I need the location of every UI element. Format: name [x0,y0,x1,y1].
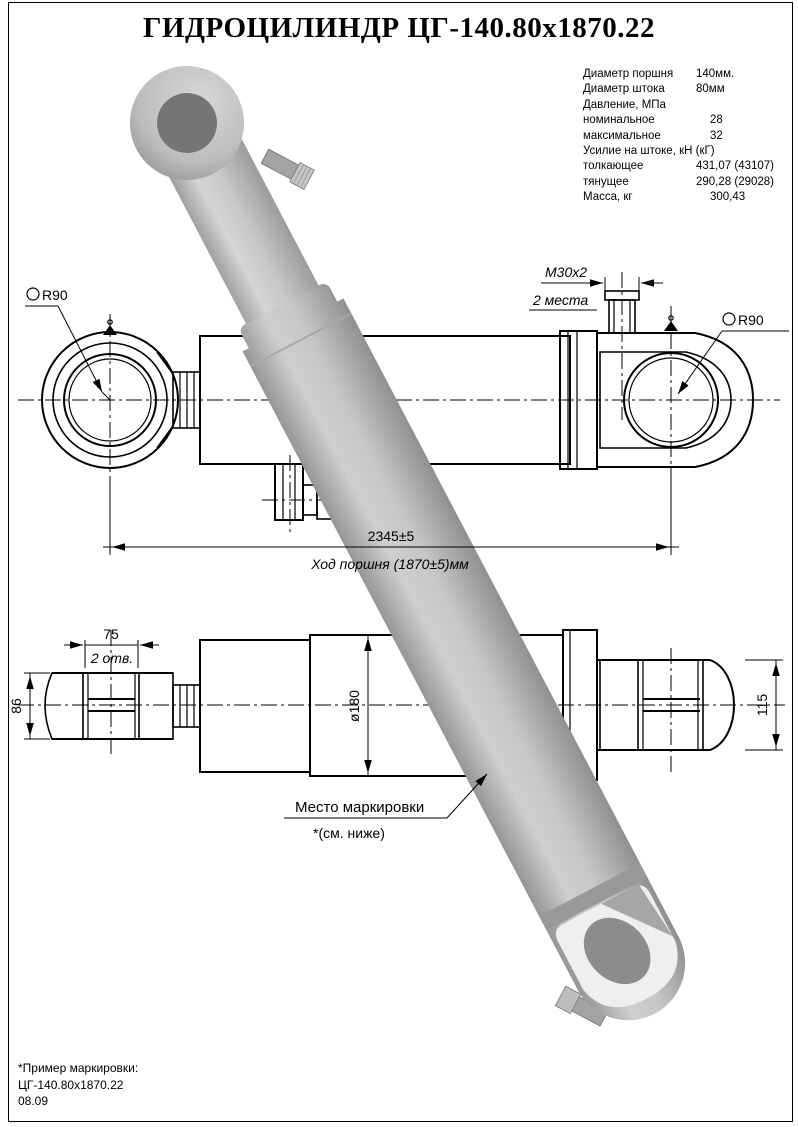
radius-circle-mark-icon [723,313,735,325]
side-view-rod-eye [42,314,178,490]
dim-radius-right [678,312,789,394]
dim-thread-places-label: 2 места [533,292,589,308]
marking-place-label: Место маркировки [295,799,425,816]
bottom-view-cap-eye [597,648,734,772]
spec-label: Усилие на штоке, кН (кГ) [583,145,715,158]
port-nipple-top [260,147,314,190]
spec-label: Масса, кг [583,191,633,204]
dim-piston-stroke-label: Ход поршня (1870±5)мм [311,556,469,572]
dim-slot-holes-label: 2 отв. [90,650,134,666]
spec-value: 300,43 [710,191,746,204]
dim-thread-label: М30х2 [545,264,588,280]
side-view-thread-port [605,272,639,420]
spec-label: тянущее [583,175,629,188]
dim-overall-length-label: 2345±5 [367,528,415,544]
marking-note-date: 08.09 [18,1094,49,1108]
radius-left-label: R90 [42,287,68,303]
marking-note-example: ЦГ-140.80х1870.22 [18,1077,124,1092]
marking-ref-label: *(см. ниже) [313,825,385,841]
marking-callout [284,774,487,841]
dim-barrel-diameter-label: ø180 [346,690,362,722]
dim-thread [529,264,663,310]
spec-label: Давление, МПа [583,98,666,111]
spec-value: 32 [710,129,723,142]
spec-label: номинальное [583,114,655,127]
dim-slot-width-label: 75 [103,626,119,642]
radius-circle-mark-icon [27,288,39,300]
spec-value: 80мм [696,83,725,96]
spec-value: 140мм. [696,68,735,80]
dim-rod-eye-width-label: 86 [8,698,24,714]
drawing-title: ГИДРОЦИЛИНДР ЦГ-140.80х1870.22 [143,12,655,44]
dim-slot-width [64,626,159,668]
spec-value: 28 [710,114,723,127]
spec-label: Диаметр поршня [583,68,674,80]
dim-rod-eye-width [8,673,50,739]
spec-label: максимальное [583,129,661,142]
spec-label: толкающее [583,160,644,173]
grease-fitting-icon [103,325,117,335]
dim-cap-eye-width-label: 115 [754,693,770,717]
hatched-section [139,673,173,739]
spec-value: 290,28 (29028) [696,175,775,188]
hatched-section [45,673,83,739]
radius-right-label: R90 [738,312,764,328]
marking-note [18,1060,138,1110]
spec-value: 431,07 (43107) [696,160,775,173]
marking-note-title: *Пример маркировки: [18,1061,139,1075]
spec-label: Диаметр штока [583,83,665,96]
